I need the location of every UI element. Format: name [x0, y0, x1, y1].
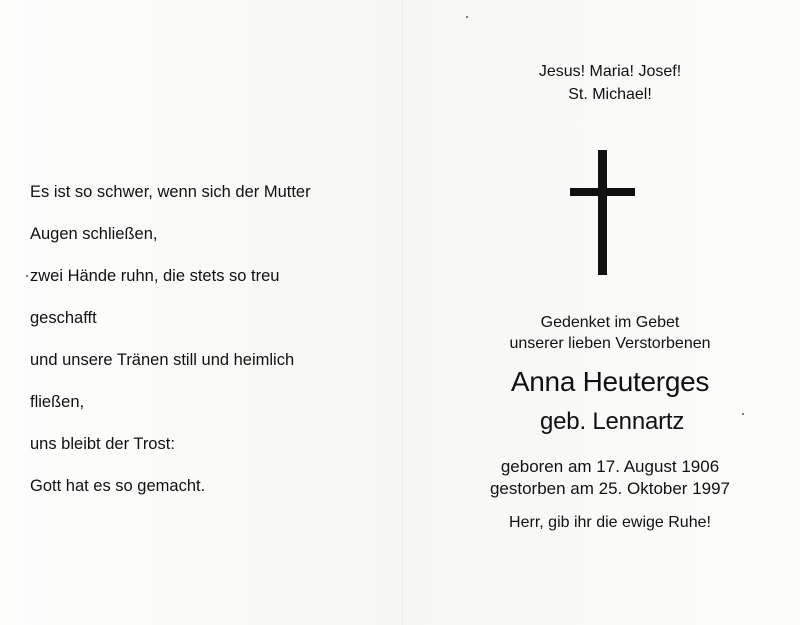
invocation-line-2: St. Michael! [568, 86, 652, 103]
card-fold [402, 0, 403, 625]
latin-cross-icon [570, 150, 635, 275]
verse-line: Gott hat es so gemacht. [30, 477, 206, 495]
verse-line: und unsere Tränen still und heimlich [30, 351, 295, 369]
paper-speck [466, 16, 468, 18]
verse-line: geschafft [30, 309, 97, 327]
commemoration-text [450, 312, 770, 354]
invocation-line-1: Jesus! Maria! Josef! [538, 63, 682, 80]
invocation [450, 60, 770, 106]
birth-date: geboren am 17. August 1906 [500, 457, 720, 476]
death-date: gestorben am 25. Oktober 1997 [489, 479, 731, 498]
paper-speck [742, 413, 744, 415]
closing-prayer: Herr, gib ihr die ewige Ruhe! [509, 514, 711, 531]
deceased-name: Anna Heuterges [510, 366, 710, 397]
gedenket-line-2: unserer lieben Verstorbenen [509, 335, 711, 352]
verse-line: Augen schließen, [30, 225, 158, 243]
paper-speck [26, 275, 28, 277]
birth-name: geb. Lennartz [540, 408, 685, 435]
verse-line: uns bleibt der Trost: [30, 435, 175, 453]
gedenket-line-1: Gedenket im Gebet [540, 314, 680, 331]
verse-line: Es ist so schwer, wenn sich der Mutter [30, 183, 311, 201]
life-dates [450, 456, 770, 500]
memorial-verse [30, 161, 390, 518]
verse-line: fließen, [30, 393, 85, 411]
verse-line: zwei Hände ruhn, die stets so treu [30, 267, 280, 285]
